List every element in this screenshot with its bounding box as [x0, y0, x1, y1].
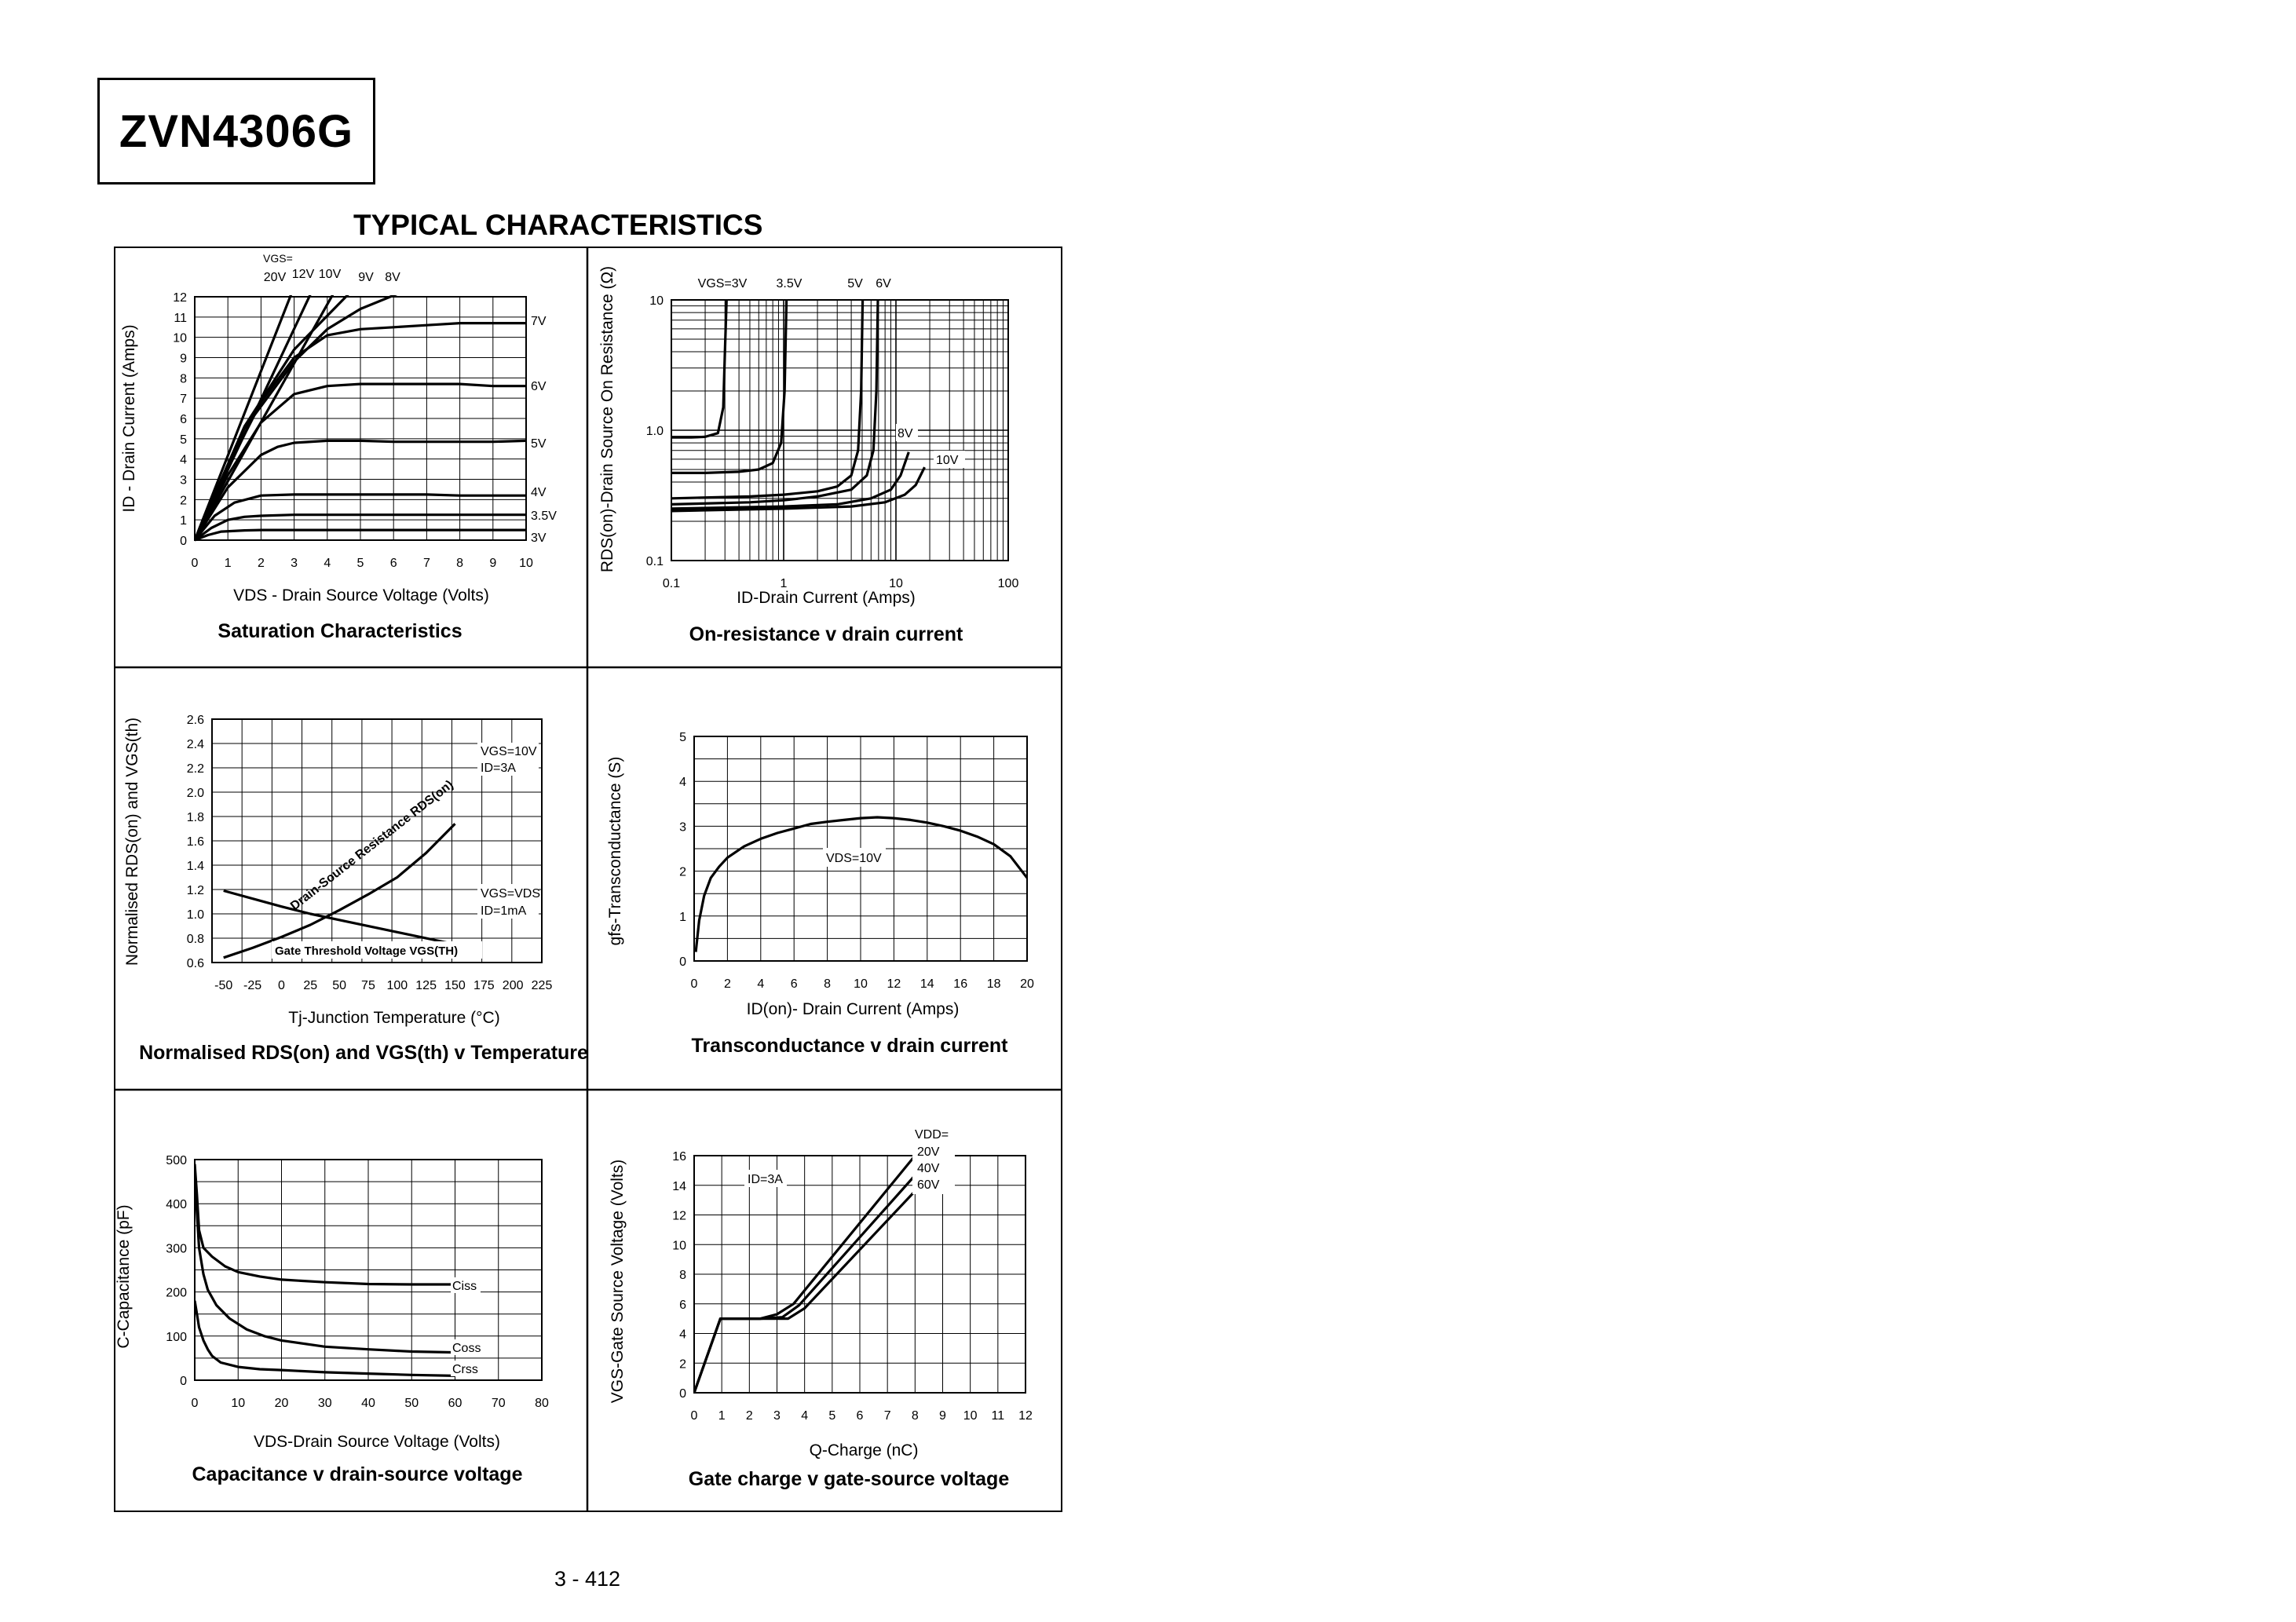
y-tick-label: 12 — [173, 291, 187, 305]
y-tick-label: 6 — [180, 413, 187, 426]
chart-4 — [606, 731, 1034, 1057]
series-label: 8V — [898, 427, 913, 440]
x-tick-label: 0 — [191, 1397, 199, 1410]
y-tick-label: 2.0 — [186, 787, 204, 800]
annotation: VGS=10V — [481, 745, 537, 758]
y-tick-label: 10 — [649, 294, 664, 308]
x-tick-label: 8 — [911, 1409, 919, 1423]
annotation: ID=3A — [481, 762, 516, 775]
x-tick-label: 125 — [415, 979, 437, 992]
x-tick-label: 10 — [854, 977, 868, 991]
y-tick-label: 1.8 — [186, 811, 204, 824]
x-tick-label: 10 — [231, 1397, 246, 1410]
y-tick-label: 3 — [679, 820, 686, 835]
chart-grid-dividers — [115, 248, 1061, 1511]
x-tick-label: 60 — [448, 1397, 462, 1410]
series-label: 20V — [917, 1145, 940, 1159]
series-label: 6V — [876, 277, 891, 290]
annotation: Drain-Source Resistance RDS(on) — [287, 778, 456, 914]
y-tick-label: 1.0 — [645, 425, 664, 438]
series-lines — [696, 817, 1027, 952]
y-tick-label: 0 — [679, 955, 686, 969]
x-tick-label: 20 — [274, 1397, 289, 1410]
chart-title: On-resistance v drain current — [689, 623, 963, 645]
y-tick-label: 0.1 — [645, 555, 664, 568]
series-label: 4V — [531, 486, 547, 499]
y-axis-label: ID - Drain Current (Amps) — [120, 324, 138, 513]
annotation: VDS=10V — [826, 852, 882, 865]
x-tick-label: 70 — [491, 1397, 506, 1410]
y-axis-label: gfs-Transconductance (S) — [606, 756, 624, 946]
gridlines — [195, 1160, 542, 1380]
part-number: ZVN4306G — [119, 105, 354, 157]
series-label: 3.5V — [531, 510, 557, 523]
tick-labels — [166, 1154, 549, 1410]
y-tick-label: 4 — [679, 776, 686, 790]
x-tick-label: 12 — [1018, 1409, 1033, 1423]
series-line-8V — [195, 289, 410, 540]
annotation: VGS=VDS — [481, 887, 541, 901]
y-tick-label: 9 — [180, 352, 187, 366]
y-tick-label: 0 — [180, 535, 187, 548]
chart-1 — [120, 252, 557, 642]
series-label: 8V — [385, 271, 400, 284]
x-tick-label: 0 — [277, 979, 285, 992]
series-label: 40V — [917, 1162, 940, 1175]
y-tick-label: 4 — [180, 453, 187, 467]
series-labels — [744, 1128, 955, 1194]
y-axis-label: Normalised RDS(on) and VGS(th) — [123, 717, 141, 966]
y-tick-label: 100 — [166, 1330, 187, 1344]
x-tick-label: -50 — [214, 979, 233, 992]
y-tick-label: 16 — [672, 1150, 686, 1164]
series-label: 10V — [318, 268, 342, 281]
series-labels — [272, 743, 540, 959]
x-tick-label: 30 — [317, 1397, 332, 1410]
series-label: 3V — [531, 532, 547, 545]
x-tick-label: 3 — [773, 1409, 781, 1423]
series-line-VGS-3V — [671, 300, 726, 437]
x-tick-label: 18 — [986, 977, 1001, 991]
x-tick-label: 2 — [745, 1409, 753, 1423]
series-line-3.5V — [671, 300, 787, 473]
annotation: Gate Threshold Voltage VGS(TH) — [275, 944, 459, 958]
y-tick-label: 3 — [180, 473, 187, 488]
x-tick-label: 50 — [404, 1397, 419, 1410]
y-tick-label: 2 — [180, 494, 187, 508]
series-line-Gate-Threshold-Voltage-VGS-TH- — [224, 891, 455, 944]
series-label: 9V — [358, 271, 374, 284]
y-tick-label: 300 — [166, 1242, 187, 1256]
x-tick-label: 10 — [963, 1409, 978, 1423]
y-tick-label: 4 — [679, 1328, 686, 1342]
y-tick-label: 1.2 — [186, 884, 204, 897]
x-tick-label: 100 — [997, 577, 1019, 590]
x-tick-label: 8 — [824, 977, 832, 991]
x-tick-label: 80 — [535, 1397, 549, 1410]
tick-labels — [672, 1150, 1033, 1423]
gridlines — [694, 1156, 1026, 1393]
y-tick-label: 10 — [672, 1239, 686, 1253]
series-line-60V — [694, 1176, 929, 1393]
series-line-40V — [694, 1166, 923, 1393]
x-axis-label: VDS-Drain Source Voltage (Volts) — [254, 1433, 500, 1451]
series-line-VDS-10V — [696, 817, 1027, 952]
x-tick-label: 6 — [790, 977, 798, 991]
page-heading: TYPICAL CHARACTERISTICS — [353, 209, 763, 241]
x-tick-label: 11 — [991, 1409, 1005, 1423]
series-lines — [224, 824, 455, 958]
chart-title: Gate charge v gate-source voltage — [688, 1468, 1010, 1490]
y-tick-label: 200 — [166, 1286, 187, 1300]
x-tick-label: 100 — [386, 979, 408, 992]
y-axis-label: C-Capacitance (pF) — [115, 1204, 133, 1349]
x-tick-label: 2 — [723, 977, 731, 991]
x-tick-label: 5 — [828, 1409, 836, 1423]
x-tick-label: 5 — [356, 557, 364, 570]
y-tick-label: 0 — [180, 1375, 187, 1388]
x-tick-label: 3 — [291, 557, 298, 570]
y-tick-label: 1.6 — [186, 835, 204, 849]
x-tick-label: 10 — [889, 577, 903, 590]
x-tick-label: 4 — [757, 977, 765, 991]
chart-5 — [115, 1154, 549, 1485]
y-tick-label: 0 — [679, 1387, 686, 1401]
x-tick-label: 20 — [1020, 977, 1034, 991]
x-tick-label: 14 — [919, 977, 934, 991]
series-label: 60V — [917, 1178, 940, 1192]
y-tick-label: 0.8 — [186, 933, 204, 946]
series-labels — [823, 848, 886, 867]
series-label: 3.5V — [776, 277, 803, 290]
x-tick-label: 0 — [191, 557, 199, 570]
y-tick-label: 500 — [166, 1154, 187, 1167]
series-label: Ciss — [452, 1280, 477, 1293]
x-tick-label: 4 — [801, 1409, 809, 1423]
series-label: Crss — [452, 1363, 478, 1376]
chart-6 — [609, 1128, 1033, 1490]
series-label: 20V — [263, 271, 287, 284]
x-tick-label: 25 — [303, 979, 318, 992]
x-tick-label: 200 — [502, 979, 524, 992]
x-tick-label: 0.1 — [662, 577, 681, 590]
x-tick-label: 12 — [887, 977, 901, 991]
x-axis-label: ID(on)- Drain Current (Amps) — [746, 1000, 960, 1018]
x-tick-label: 1 — [718, 1409, 726, 1423]
y-tick-label: 8 — [180, 372, 187, 386]
y-tick-label: 14 — [672, 1179, 686, 1193]
x-tick-label: 9 — [489, 557, 497, 570]
x-tick-label: 150 — [444, 979, 466, 992]
x-tick-label: 175 — [473, 979, 495, 992]
y-tick-label: 0.6 — [186, 957, 204, 970]
x-tick-label: 1 — [780, 577, 788, 590]
y-tick-label: 5 — [679, 731, 686, 744]
vgs-header-label: VGS= — [263, 252, 293, 265]
y-axis-label: RDS(on)-Drain Source On Resistance (Ω) — [598, 265, 616, 573]
x-tick-label: 75 — [361, 979, 375, 992]
x-tick-label: 4 — [324, 557, 331, 570]
series-label: VGS=3V — [697, 277, 748, 290]
x-tick-label: 7 — [422, 557, 430, 570]
chart-2 — [598, 266, 1018, 645]
annotation: VDD= — [915, 1128, 949, 1142]
series-lines — [671, 300, 925, 511]
chart-title: Transconductance v drain current — [691, 1035, 1008, 1057]
series-line-20V — [195, 287, 294, 540]
series-label: 5V — [847, 277, 863, 290]
y-tick-label: 6 — [679, 1298, 686, 1312]
y-tick-label: 5 — [180, 433, 187, 447]
x-tick-label: 10 — [519, 557, 533, 570]
x-tick-label: 0 — [690, 977, 698, 991]
page-number: 3 - 412 — [554, 1567, 621, 1591]
annotation: ID=3A — [748, 1173, 783, 1186]
x-axis-label: VDS - Drain Source Voltage (Volts) — [233, 586, 489, 605]
tick-labels — [173, 291, 533, 570]
chart-3 — [123, 714, 588, 1064]
series-label: 10V — [936, 454, 959, 467]
y-tick-label: 2.2 — [186, 762, 204, 776]
x-tick-label: 2 — [257, 557, 265, 570]
series-line-10V — [195, 287, 338, 540]
series-label: 5V — [531, 437, 547, 451]
gridlines — [195, 297, 526, 540]
gridlines — [671, 300, 1008, 561]
x-tick-label: 6 — [389, 557, 397, 570]
y-tick-label: 12 — [672, 1209, 686, 1223]
y-tick-label: 2 — [679, 865, 686, 879]
x-tick-label: -25 — [243, 979, 262, 992]
y-tick-label: 400 — [166, 1198, 187, 1212]
chart-title: Capacitance v drain-source voltage — [192, 1463, 523, 1485]
x-tick-label: 7 — [883, 1409, 891, 1423]
x-tick-label: 0 — [690, 1409, 698, 1423]
series-label: 12V — [291, 268, 315, 281]
series-line-5V — [671, 300, 863, 499]
chart-title: Saturation Characteristics — [218, 620, 462, 642]
x-tick-label: 50 — [332, 979, 347, 992]
y-tick-label: 7 — [180, 393, 187, 407]
y-axis-label: VGS-Gate Source Voltage (Volts) — [609, 1159, 627, 1404]
y-tick-label: 1.4 — [186, 860, 204, 873]
x-tick-label: 225 — [531, 979, 553, 992]
series-label: 6V — [531, 380, 547, 393]
x-tick-label: 1 — [224, 557, 232, 570]
y-tick-label: 2 — [679, 1357, 686, 1372]
x-axis-label: Q-Charge (nC) — [809, 1441, 919, 1459]
x-tick-label: 9 — [939, 1409, 946, 1423]
y-tick-label: 2.4 — [186, 738, 204, 751]
y-tick-label: 1 — [180, 514, 187, 528]
y-tick-label: 2.6 — [186, 714, 204, 727]
y-tick-label: 8 — [679, 1269, 686, 1282]
x-tick-label: 8 — [456, 557, 464, 570]
x-tick-label: 6 — [856, 1409, 864, 1423]
x-axis-label: Tj-Junction Temperature (°C) — [288, 1009, 500, 1027]
series-label: Coss — [452, 1342, 481, 1355]
series-label: 7V — [531, 315, 547, 328]
x-tick-label: 40 — [361, 1397, 375, 1410]
y-tick-label: 11 — [174, 311, 187, 325]
y-tick-label: 10 — [173, 331, 187, 345]
annotation: ID=1mA — [481, 904, 527, 918]
chart-title: Normalised RDS(on) and VGS(th) v Temperature — [139, 1042, 588, 1064]
x-tick-label: 16 — [953, 977, 968, 991]
y-tick-label: 1.0 — [186, 908, 204, 922]
y-tick-label: 1 — [679, 910, 686, 924]
x-axis-label: ID-Drain Current (Amps) — [737, 589, 916, 607]
